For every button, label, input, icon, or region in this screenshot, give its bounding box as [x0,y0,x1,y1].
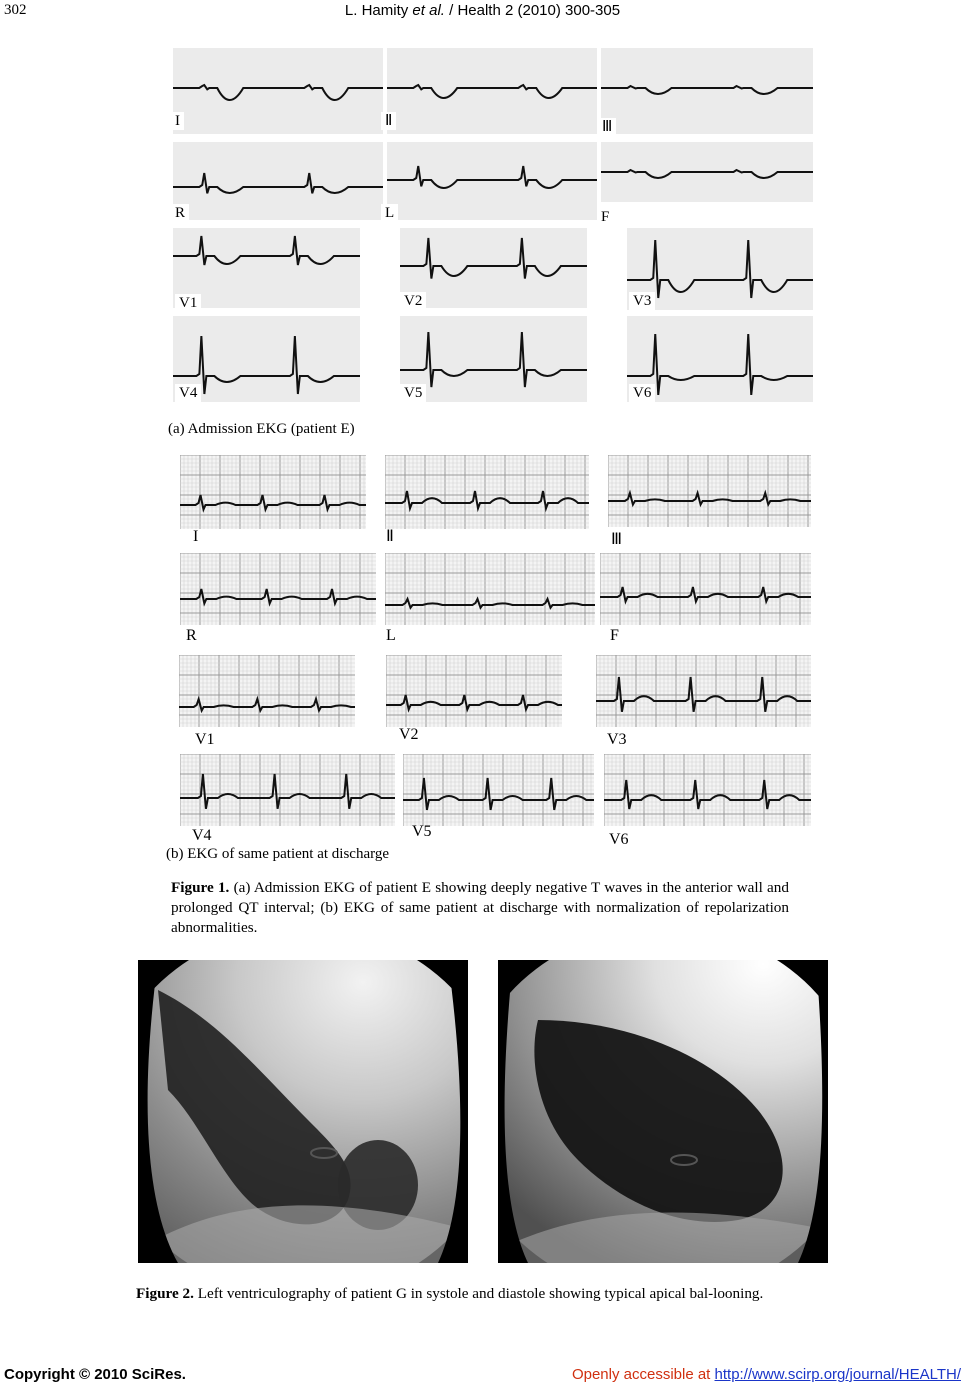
ekg-discharge-lead-label: V2 [399,726,419,743]
figure1-caption [171,878,789,938]
ekg-discharge-lead-10 [180,754,395,826]
ekg-admission-lead-6 [601,142,813,202]
ekg-admission-lead-label: L [381,204,398,222]
ekg-admission-lead-label: V4 [175,384,201,402]
ekg-discharge-lead-label: V6 [609,831,629,848]
header-journal: / Health 2 (2010) 300-305 [444,2,621,19]
ekg-admission-lead-label: V3 [629,292,655,310]
ekg-discharge-lead-9 [596,655,811,727]
ekg-admission-lead-label: F [597,208,613,226]
ekg-admission-lead-label: V5 [400,384,426,402]
ekg-admission-lead-label: V2 [400,292,426,310]
panel-a-caption: (a) Admission EKG (patient E) [168,421,355,437]
journal-link[interactable]: http://www.scirp.org/journal/HEALTH/ [714,1366,961,1383]
header-authors: L. Hamity [344,2,413,19]
ekg-discharge-lead-12 [604,754,811,826]
ventriculogram-diastole-image [498,960,828,1263]
figure1-label: Figure 1. [171,879,230,896]
ekg-admission-lead-label: R [171,204,189,222]
ekg-discharge-lead-label: R [186,627,197,644]
ekg-admission-lead-2 [387,48,597,134]
ekg-discharge-lead-7 [179,655,355,727]
ekg-discharge-lead-label: V4 [192,827,212,844]
ekg-admission-lead-5 [387,142,597,220]
ekg-discharge-lead-label: F [610,627,619,644]
running-header [0,2,965,19]
figure2-label: Figure 2. [136,1285,194,1302]
ekg-discharge-lead-label: Ⅱ [386,528,394,545]
ekg-admission-lead-label: V1 [175,294,201,312]
ekg-admission-lead-1 [173,48,383,134]
ekg-discharge-lead-label: I [193,528,199,545]
page-number: 302 [4,2,27,18]
figure2-text: Left ventriculography of patient G in systole and diastole showing typical apical bal-looning. [193,1285,764,1302]
figure1-text: (a) Admission EKG of patient E showing deeply negative T waves in the anterior wall and prolonged QT interval; (b) EKG of same patient at discharge with normalization of repolarization abnormalities. [171,879,789,936]
ekg-discharge-lead-8 [386,655,562,727]
ventriculogram-systole-image [138,960,468,1263]
ekg-discharge-lead-label: L [386,627,396,644]
open-access-text: Openly accessible at [571,1366,715,1383]
ekg-admission-lead-label: I [171,112,184,130]
ekg-discharge-lead-label: Ⅲ [611,531,623,548]
ekg-admission-lead-11 [400,316,587,402]
ekg-admission-lead-8 [400,228,587,308]
open-access-notice [572,1366,961,1383]
ekg-discharge-lead-5 [385,553,595,625]
ekg-admission-lead-label: V6 [629,384,655,402]
ekg-admission-lead-3 [601,48,813,134]
ekg-discharge-lead-4 [180,553,376,625]
ekg-discharge-lead-6 [600,553,811,625]
ekg-admission-lead-4 [173,142,383,220]
copyright-notice: Copyright © 2010 SciRes. [4,1366,186,1383]
figure2-caption [136,1284,830,1304]
ekg-discharge-lead-2 [385,455,589,529]
ekg-discharge-lead-label: V3 [607,731,627,748]
ekg-admission-lead-label: Ⅲ [598,118,616,136]
ekg-discharge-lead-label: V1 [195,731,215,748]
ekg-discharge-lead-label: V5 [412,823,432,840]
ekg-discharge-lead-3 [608,455,811,527]
header-etal: et al. [412,2,445,19]
panel-b-caption: (b) EKG of same patient at discharge [166,846,389,862]
ekg-admission-lead-label: Ⅱ [381,112,396,130]
ekg-discharge-lead-11 [403,754,594,826]
ekg-discharge-lead-1 [180,455,366,529]
